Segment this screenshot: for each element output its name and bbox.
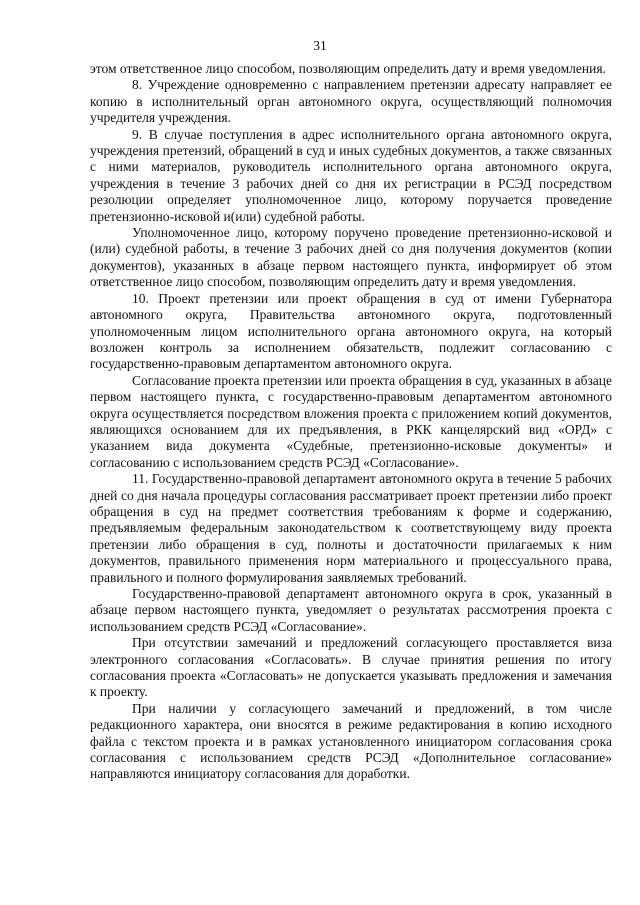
paragraph-item-8: 8. Учреждение одновременно с направлением претензии адресату направляет ее копию в исполнительный орган автономного округа, осуществляющий полномочия учредителя учреждения. xyxy=(90,77,612,126)
paragraph-continuation: этом ответственное лицо способом, позволяющим определить дату и время уведомления. xyxy=(90,61,606,76)
paragraph-item-11-no-remarks: При отсутствии замечаний и предложений согласующего проставляется виза электронного согласования «Согласовать». В случае принятия решения по итогу согласования проекта «Согласовать» не допускается указывать предложения и замечания к проекту. xyxy=(90,635,612,700)
paragraph-item-11: 11. Государственно-правовой департамент автономного округа в течение 5 рабочих дней со дня начала процедуры согласования рассматривает проект претензии либо проект обращения в суд на предмет соответствия требованиям к форме и содержанию, предъявляемым федеральным законодательством к соответствующему виду проекта претензии либо обращения в суд, полноты и достаточности прилагаемых к ним документов, правильного применения норм материального и процессуального права, правильного и полного формулирования заявляемых требований. xyxy=(90,471,612,585)
paragraph-item-10: 10. Проект претензии или проект обращения в суд от имени Губернатора автономного округа, Правительства автономного округа, подготовленный уполномоченным лицом исполнительного органа автономного округа, на который возложен контроль за исполнением обязательств, подлежит согласованию с государственно-правовым департаментом автономного округа. xyxy=(90,290,612,372)
paragraph-item-9-authorized-person: Уполномоченное лицо, которому поручено проведение претензионно-исковой и (или) судебной работы, в течение 3 рабочих дней со дня получения документов (копии документов), указанных в абзаце первом настоящего пункта, информирует об этом ответственное лицо способом, позволяющим определить дату и время уведомления. xyxy=(90,225,612,290)
paragraph-item-9: 9. В случае поступления в адрес исполнительного органа автономного округа, учреждения претензий, обращений в суд и иных судебных документов, а также связанных с ними материалов, руководитель исполнительного органа автономного округа, учреждения в течение 3 рабочих дней со дня их регистрации в РСЭД посредством резолюции определяет уполномоченное лицо, которому поручается проведение претензионно-исковой и(или) судебной работы. xyxy=(90,126,612,224)
document-body xyxy=(90,61,612,783)
paragraph-item-11-notification: Государственно-правовой департамент автономного округа в срок, указанный в абзаце первом настоящего пункта, уведомляет о результатах рассмотрения проекта с использованием средств РСЭД «Согласование». xyxy=(90,586,612,634)
paragraph-item-10-approval: Согласование проекта претензии или проекта обращения в суд, указанных в абзаце первом настоящего пункта, с государственно-правовым департаментом автономного округа осуществляется посредством вложения проекта с приложением копий документов, являющихся основанием для их предъявления, в РКК канцелярский вид «ОРД» с указанием вида документа «Судебные, претензионно-исковые документы» и согласованию с использованием средств РСЭД «Согласование». xyxy=(90,372,612,470)
page-number: 31 xyxy=(313,38,327,53)
paragraph-item-11-remarks: При наличии у согласующего замечаний и предложений, в том числе редакционного характера, они вносятся в режиме редактирования в копию исходного файла с текстом проекта и в рамках установленного инициатором согласования срока согласования с использованием средств РСЭД «Дополнительное согласование» направляются инициатору согласования для доработки. xyxy=(90,700,612,782)
